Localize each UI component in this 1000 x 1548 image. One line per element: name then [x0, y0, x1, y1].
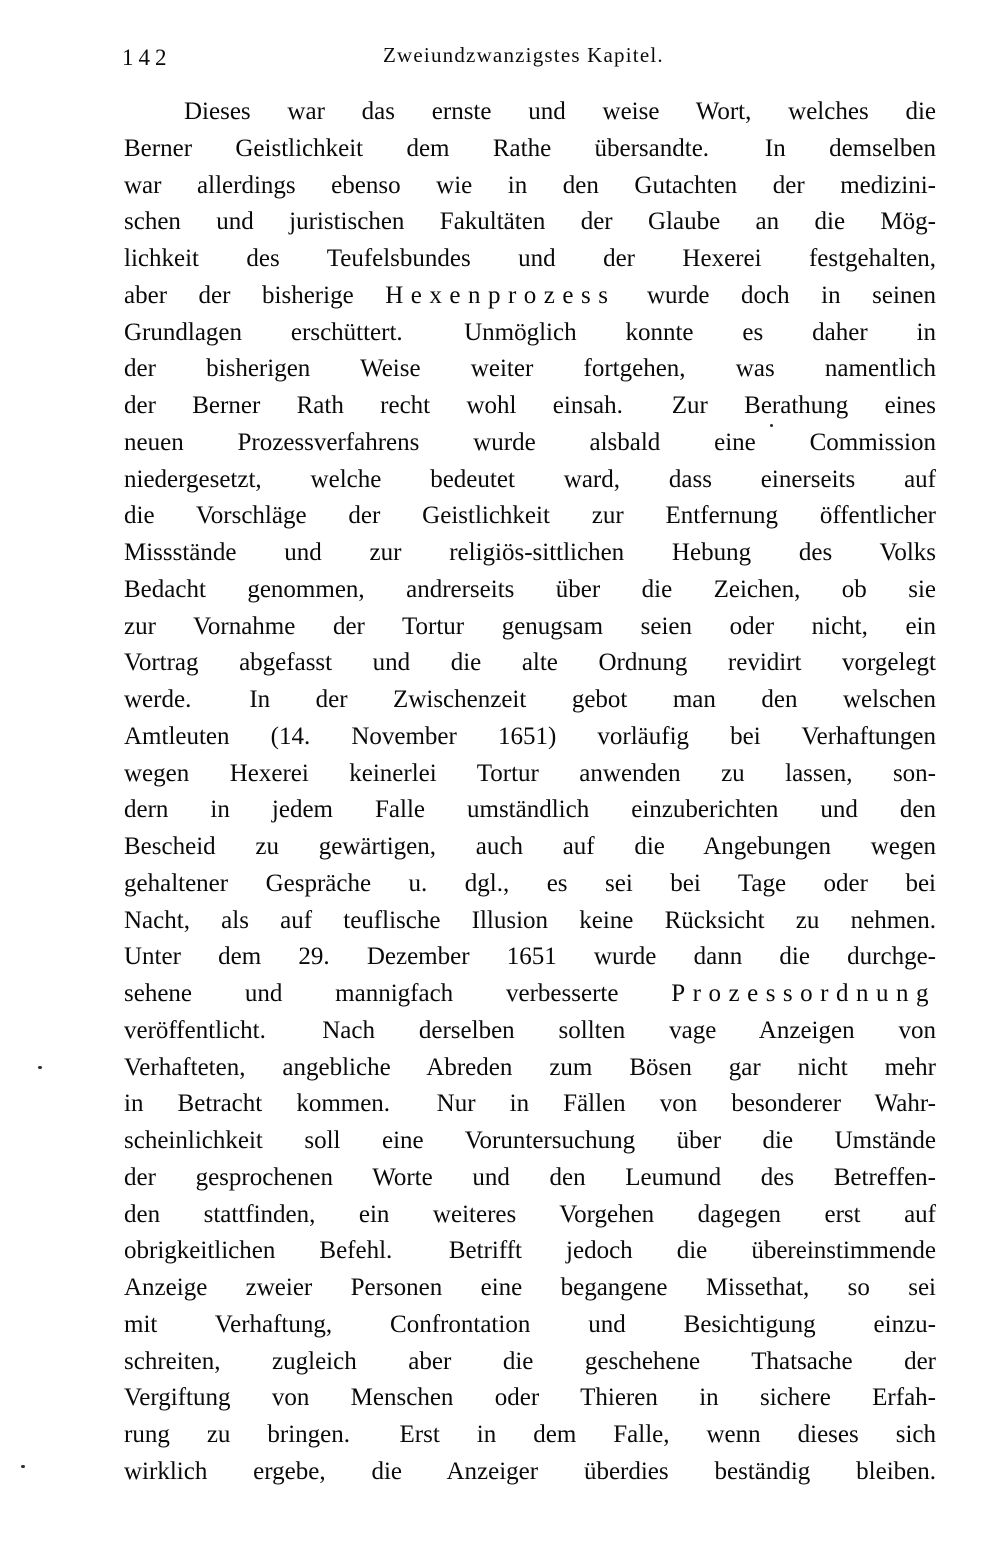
text-segment: der bisherigen Weise weiter fortgehen, was namentlich	[124, 355, 936, 383]
page-number: 142	[122, 45, 172, 70]
text-line	[124, 388, 936, 425]
letterspaced-term: Prozessordnung	[671, 980, 936, 1007]
text-segment: werde. In der Zwischenzeit gebot man den welschen	[124, 686, 936, 713]
text-segment: Missstände und zur religiös-sittlichen Hebung des Volks	[124, 539, 936, 566]
text-segment: die Vorschläge der Geistlichkeit zur Entfernung öffentlicher	[124, 502, 936, 530]
text-line	[124, 535, 936, 572]
text-line	[124, 1380, 936, 1417]
text-line	[124, 719, 936, 756]
text-segment: rung zu bringen. Erst in dem Falle, wenn dieses sich	[124, 1421, 936, 1448]
text-segment: Bescheid zu gewärtigen, auch auf die Angebungen wegen	[124, 833, 936, 860]
text-segment: wurde doch in seinen	[615, 281, 936, 309]
text-segment: schreiten, zugleich aber die geschehene Thatsache der	[124, 1347, 936, 1375]
text-line	[124, 1454, 936, 1491]
text-segment: der Berner Rath recht wohl einsah. Zur Berathung eines	[124, 392, 936, 419]
text-line	[124, 1270, 936, 1307]
text-segment: wirklich ergebe, die Anzeiger überdies beständig bleiben.	[124, 1457, 936, 1485]
scan-speck	[21, 1465, 25, 1468]
text-segment: Nacht, als auf teuflische Illusion keine Rücksicht zu nehmen.	[124, 906, 936, 934]
text-segment: Dieses war das ernste und weise Wort, welches die	[184, 98, 936, 125]
text-segment: Vergiftung von Menschen oder Thieren in sichere Erfah-	[124, 1384, 936, 1412]
text-line	[124, 425, 936, 462]
text-line	[124, 756, 936, 793]
text-segment: zur Vornahme der Tortur genugsam seien oder nicht, ein	[124, 612, 936, 640]
text-line	[124, 572, 936, 609]
text-line	[124, 278, 936, 315]
text-segment: sehene und mannigfach verbesserte	[124, 980, 672, 1007]
text-line	[124, 1344, 936, 1381]
text-line	[124, 939, 936, 976]
text-line	[124, 1233, 936, 1270]
text-segment: lichkeit des Teufelsbundes und der Hexerei festgehalten,	[124, 245, 936, 272]
text-line	[124, 1123, 936, 1160]
text-segment: Anzeige zweier Personen eine begangene Missethat, so sei	[124, 1274, 936, 1301]
text-segment: Unter dem 29. Dezember 1651 wurde dann die durchge-	[124, 943, 936, 971]
text-line	[124, 131, 936, 168]
text-segment: Grundlagen erschüttert. Unmöglich konnte es daher in	[124, 318, 936, 346]
text-segment: veröffentlicht. Nach derselben sollten vage Anzeigen von	[124, 1016, 936, 1044]
text-line	[124, 1307, 936, 1344]
text-segment: Bedacht genommen, andrerseits über die Zeichen, ob sie	[124, 575, 936, 603]
text-line	[124, 498, 936, 535]
text-segment: scheinlichkeit soll eine Voruntersuchung über die Umstände	[124, 1127, 936, 1154]
text-segment: gehaltener Gespräche u. dgl., es sei bei Tage oder bei	[124, 869, 936, 897]
text-segment: in Betracht kommen. Nur in Fällen von besonderer Wahr-	[124, 1090, 936, 1118]
text-segment: Verhafteten, angebliche Abreden zum Bösen gar nicht mehr	[124, 1053, 936, 1081]
text-line	[124, 1050, 936, 1087]
text-line	[124, 1197, 936, 1234]
text-segment: niedergesetzt, welche bedeutet ward, dass einerseits auf	[124, 465, 936, 493]
text-segment: den stattfinden, ein weiteres Vorgehen dagegen erst auf	[124, 1200, 936, 1228]
text-line	[124, 903, 936, 940]
text-segment: neuen Prozessverfahrens wurde alsbald eine Commission	[124, 428, 936, 456]
text-line	[124, 1013, 936, 1050]
text-line	[124, 645, 936, 682]
text-line	[124, 609, 936, 646]
chapter-heading: Zweiundzwanzigstes Kapitel.	[383, 43, 664, 67]
text-segment: Amtleuten (14. November 1651) vorläufig bei Verhaftungen	[124, 722, 936, 750]
text-line	[124, 976, 936, 1013]
text-line	[124, 1160, 936, 1197]
letterspaced-term: Hexenprozess	[385, 281, 616, 309]
text-segment: obrigkeitlichen Befehl. Betrifft jedoch die übereinstimmende	[124, 1237, 936, 1265]
text-line	[124, 351, 936, 388]
text-line	[124, 315, 936, 352]
text-segment: schen und juristischen Fakultäten der Glaube an die Mög-	[124, 208, 936, 236]
text-segment: Vortrag abgefasst und die alte Ordnung revidirt vorgelegt	[124, 649, 936, 677]
text-line	[124, 204, 936, 241]
text-segment: Berner Geistlichkeit dem Rathe übersandte. In demselben	[124, 134, 936, 162]
text-line	[124, 866, 936, 903]
text-segment: mit Verhaftung, Confrontation und Besichtigung einzu-	[124, 1310, 936, 1338]
text-line	[124, 462, 936, 499]
text-segment: wegen Hexerei keinerlei Tortur anwenden zu lassen, son-	[124, 759, 936, 787]
text-segment: war allerdings ebenso wie in den Gutachten der medizini-	[124, 171, 936, 199]
text-segment: der gesprochenen Worte und den Leumund des Betreffen-	[124, 1163, 936, 1191]
text-block	[124, 94, 936, 1491]
text-line	[124, 241, 936, 278]
text-line	[124, 168, 936, 205]
text-segment: aber der bisherige	[124, 281, 386, 309]
text-line	[124, 1417, 936, 1454]
text-line	[124, 792, 936, 829]
text-line	[124, 829, 936, 866]
text-segment: dern in jedem Falle umständlich einzuberichten und den	[124, 796, 936, 824]
text-line	[124, 682, 936, 719]
text-line	[124, 94, 936, 131]
scan-speck	[38, 1066, 42, 1069]
scan-speck	[770, 424, 773, 427]
text-line	[124, 1086, 936, 1123]
